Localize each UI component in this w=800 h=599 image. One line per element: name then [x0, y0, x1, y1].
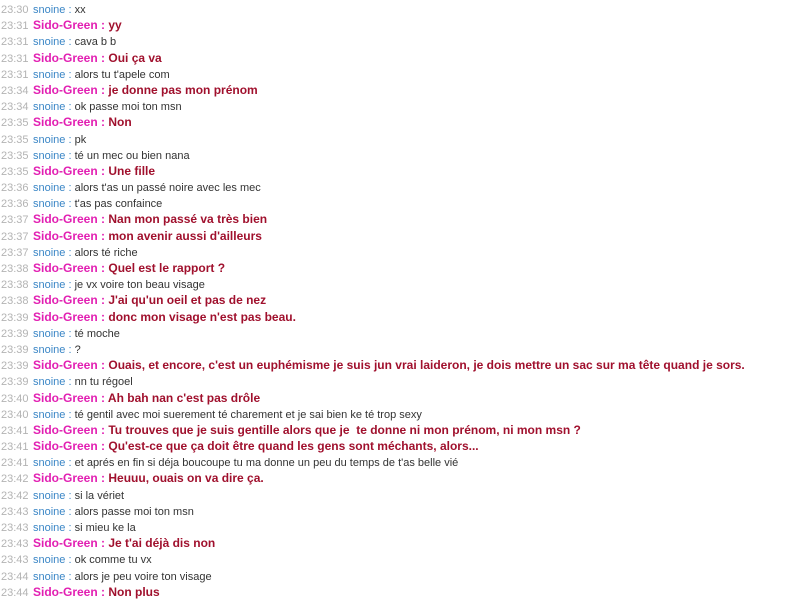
chat-message: [0, 244, 800, 260]
chat-message: [0, 519, 800, 535]
message-author: snoine: [33, 327, 66, 340]
message-timestamp: 23:43: [1, 554, 29, 567]
chat-message: [0, 584, 800, 599]
message-author: Sido-Green: [33, 422, 98, 437]
message-timestamp: 23:39: [1, 327, 29, 340]
message-author: snoine: [33, 522, 66, 534]
message-timestamp: 23:34: [1, 84, 29, 97]
message-text: té un mec ou bien nana: [74, 149, 190, 162]
message-timestamp: 23:43: [1, 505, 29, 518]
message-timestamp: 23:31: [1, 36, 29, 49]
chat-message: [0, 503, 800, 519]
message-timestamp: 23:41: [1, 441, 29, 454]
message-timestamp: 23:34: [1, 101, 29, 114]
message-text: t'as pas confaince: [74, 198, 163, 211]
message-author: Sido-Green: [33, 309, 98, 324]
message-author: Sido-Green: [33, 358, 98, 373]
message-timestamp: 23:44: [1, 586, 29, 599]
message-text: mon avenir aussi d'ailleurs: [108, 228, 262, 243]
message-text: J'ai qu'un oeil et pas de nez: [108, 293, 267, 308]
message-author: snoine: [33, 68, 66, 81]
chat-message: [0, 373, 800, 389]
message-separator: :: [65, 522, 75, 534]
message-text: Heuuu, ouais on va dire ça.: [108, 471, 264, 486]
chat-message: [0, 131, 800, 147]
message-separator: :: [65, 505, 75, 518]
chat-message: [0, 535, 800, 551]
message-text: té gentil avec moi suerement té charement et je sai bien ke té trop sexy: [74, 408, 422, 421]
message-author: Sido-Green: [33, 163, 98, 178]
message-text: alors t'as un passé noire avec les mec: [74, 182, 261, 195]
message-separator: :: [65, 101, 75, 114]
chat-message: [0, 163, 800, 179]
message-separator: :: [97, 358, 109, 373]
message-text: Oui ça va: [108, 50, 162, 65]
message-separator: :: [65, 343, 75, 356]
message-separator: :: [65, 279, 75, 292]
message-timestamp: 23:39: [1, 376, 29, 389]
message-author: snoine: [33, 182, 66, 195]
chat-message: [0, 309, 800, 325]
message-author: Sido-Green: [33, 584, 98, 599]
message-text: Tu trouves que je suis gentille alors que je te donne ni mon prénom, ni mon msn ?: [108, 422, 581, 437]
chat-message: [0, 357, 800, 373]
message-separator: :: [65, 149, 75, 162]
chat-message: [0, 33, 800, 49]
chat-message: [0, 50, 800, 66]
message-text: si mieu ke la: [74, 522, 136, 534]
message-text: je donne pas mon prénom: [108, 82, 258, 97]
message-timestamp: 23:38: [1, 295, 29, 308]
message-timestamp: 23:43: [1, 522, 29, 534]
message-author: snoine: [33, 149, 66, 162]
chat-message: [0, 568, 800, 584]
chat-message: [0, 17, 800, 33]
message-timestamp: 23:44: [1, 570, 29, 583]
message-text: ?: [74, 343, 81, 356]
message-author: snoine: [33, 408, 66, 421]
message-timestamp: 23:40: [1, 408, 29, 421]
message-author: Sido-Green: [33, 228, 98, 243]
message-separator: :: [65, 182, 75, 195]
chat-message: [0, 390, 800, 406]
message-author: snoine: [33, 36, 66, 49]
chat-message: [0, 276, 800, 292]
message-author: Sido-Green: [33, 50, 98, 65]
message-author: snoine: [33, 376, 66, 389]
message-timestamp: 23:38: [1, 279, 29, 292]
message-author: snoine: [33, 4, 66, 16]
chat-message: [0, 147, 800, 163]
message-text: pk: [74, 133, 87, 146]
message-timestamp: 23:35: [1, 117, 29, 130]
message-text: Qu'est-ce que ça doit être quand les gens sont méchants, alors...: [108, 439, 479, 454]
chat-message: [0, 325, 800, 341]
message-timestamp: 23:31: [1, 52, 29, 65]
message-separator: :: [65, 570, 75, 583]
message-author: snoine: [33, 133, 66, 146]
message-separator: :: [65, 554, 75, 567]
message-separator: :: [97, 228, 109, 243]
message-timestamp: 23:35: [1, 133, 29, 146]
message-text: Quel est le rapport ?: [108, 261, 226, 275]
chat-message: [0, 551, 800, 567]
message-separator: :: [97, 82, 109, 97]
chat-message: [0, 211, 800, 227]
message-timestamp: 23:38: [1, 263, 29, 275]
message-text: Je t'ai déjà dis non: [108, 536, 216, 551]
message-text: si la vériet: [74, 489, 125, 502]
message-timestamp: 23:31: [1, 68, 29, 81]
message-separator: :: [97, 212, 109, 227]
message-author: Sido-Green: [33, 293, 98, 308]
message-separator: :: [65, 327, 75, 340]
message-separator: :: [97, 261, 109, 275]
message-separator: :: [97, 163, 109, 178]
message-text: Ouais, et encore, c'est un euphémisme je suis jun vrai laideron, je dois mettre un sac sur ma tête quand je sors.: [108, 358, 745, 373]
message-author: Sido-Green: [33, 439, 98, 454]
message-timestamp: 23:36: [1, 198, 29, 211]
message-timestamp: 23:39: [1, 343, 29, 356]
message-text: Ah bah nan c'est pas drôle: [107, 390, 261, 405]
message-separator: :: [65, 4, 75, 16]
message-text: té moche: [74, 327, 120, 340]
message-author: snoine: [33, 198, 66, 211]
message-text: Non: [108, 115, 132, 130]
chat-message: [0, 422, 800, 438]
message-separator: :: [65, 246, 75, 259]
message-timestamp: 23:35: [1, 149, 29, 162]
message-text: cava b b: [74, 36, 117, 49]
message-timestamp: 23:37: [1, 246, 29, 259]
message-text: Nan mon passé va très bien: [108, 212, 268, 227]
message-separator: :: [97, 390, 108, 405]
message-timestamp: 23:36: [1, 182, 29, 195]
message-separator: :: [65, 198, 75, 211]
message-text: alors tu t'apele com: [74, 68, 170, 81]
message-separator: :: [65, 133, 75, 146]
chat-message: [0, 114, 800, 130]
message-separator: :: [97, 471, 109, 486]
message-separator: :: [97, 18, 109, 33]
message-author: snoine: [33, 246, 66, 259]
message-separator: :: [65, 36, 75, 49]
message-text: Non plus: [108, 584, 160, 599]
message-author: Sido-Green: [33, 536, 98, 551]
chat-message: [0, 179, 800, 195]
message-text: alors je peu voire ton visage: [74, 570, 212, 583]
chat-message: [0, 195, 800, 211]
message-author: Sido-Green: [33, 115, 98, 130]
message-author: Sido-Green: [33, 18, 98, 33]
message-separator: :: [97, 422, 109, 437]
chat-message: [0, 438, 800, 454]
message-timestamp: 23:39: [1, 360, 29, 373]
message-timestamp: 23:31: [1, 20, 29, 33]
message-author: snoine: [33, 279, 66, 292]
message-separator: :: [65, 408, 75, 421]
chat-message: [0, 260, 800, 276]
message-text: donc mon visage n'est pas beau.: [108, 309, 296, 324]
message-separator: :: [97, 50, 109, 65]
message-separator: :: [97, 536, 109, 551]
message-text: ok passe moi ton msn: [74, 101, 182, 114]
message-text: nn tu régoel: [74, 376, 133, 389]
chat-message: [0, 454, 800, 470]
message-text: et aprés en fin si déja boucoupe tu ma donne un peu du temps de t'as belle vié: [74, 457, 459, 470]
message-separator: :: [97, 309, 109, 324]
chat-message: [0, 470, 800, 486]
message-author: snoine: [33, 101, 66, 114]
message-separator: :: [97, 584, 109, 599]
chat-message: [0, 292, 800, 308]
chat-message: [0, 406, 800, 422]
message-timestamp: 23:37: [1, 214, 29, 227]
message-separator: :: [65, 457, 75, 470]
message-author: Sido-Green: [33, 261, 98, 275]
message-author: snoine: [33, 554, 66, 567]
message-author: Sido-Green: [33, 212, 98, 227]
chat-message: [0, 228, 800, 244]
message-text: ok comme tu vx: [74, 554, 152, 567]
message-text: yy: [108, 18, 122, 33]
message-separator: :: [65, 489, 75, 502]
message-timestamp: 23:35: [1, 165, 29, 178]
message-timestamp: 23:37: [1, 230, 29, 243]
chat-message: [0, 1, 800, 17]
message-text: je vx voire ton beau visage: [74, 279, 205, 292]
message-author: snoine: [33, 505, 66, 518]
message-separator: :: [97, 293, 109, 308]
message-author: snoine: [33, 457, 66, 470]
message-author: Sido-Green: [33, 82, 98, 97]
message-timestamp: 23:43: [1, 538, 29, 551]
message-author: snoine: [33, 343, 66, 356]
message-timestamp: 23:41: [1, 457, 29, 470]
message-author: Sido-Green: [33, 471, 98, 486]
chat-message: [0, 341, 800, 357]
message-author: Sido-Green: [33, 390, 98, 405]
message-separator: :: [65, 68, 75, 81]
message-text: alors té riche: [74, 246, 138, 259]
message-author: snoine: [33, 570, 66, 583]
chat-message: [0, 82, 800, 98]
message-separator: :: [65, 376, 75, 389]
chat-message: [0, 487, 800, 503]
message-separator: :: [97, 439, 109, 454]
message-timestamp: 23:42: [1, 473, 29, 486]
message-author: snoine: [33, 489, 66, 502]
message-text: xx: [74, 4, 86, 16]
message-timestamp: 23:39: [1, 311, 29, 324]
chat-message: [0, 66, 800, 82]
message-separator: :: [97, 115, 109, 130]
message-timestamp: 23:42: [1, 489, 29, 502]
chat-message: [0, 98, 800, 114]
message-timestamp: 23:41: [1, 424, 29, 437]
message-timestamp: 23:40: [1, 392, 29, 405]
message-timestamp: 23:30: [1, 4, 29, 16]
message-text: alors passe moi ton msn: [74, 505, 194, 518]
message-text: Une fille: [108, 163, 156, 178]
